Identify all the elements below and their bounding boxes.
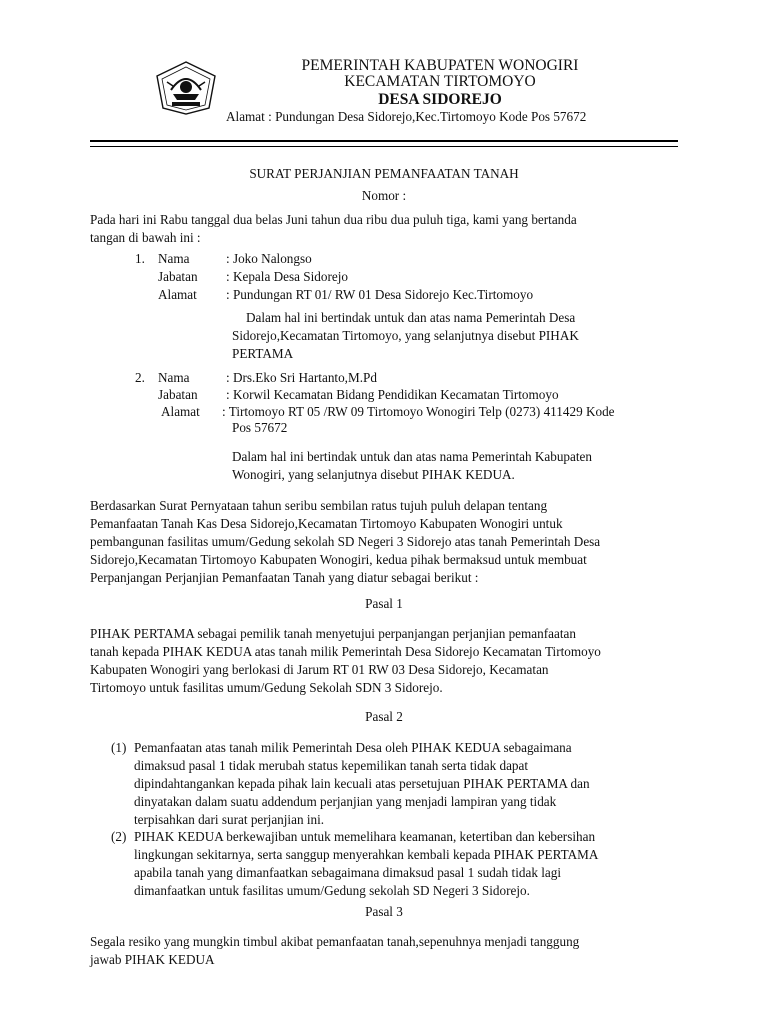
basis-line: Sidorejo,Kecamatan Tirtomoyo Kabupaten Wonogiri, kedua pihak bermaksud untuk membuat — [90, 552, 587, 567]
party1-number: 1. — [135, 251, 145, 266]
pasal2-item-line: dimanfaatkan untuk fasilitas umum/Gedung sekolah SD Negeri 3 Sidorejo. — [134, 883, 530, 898]
party2-desc-line: Dalam hal ini bertindak untuk dan atas nama Pemerintah Kabupaten — [232, 449, 592, 464]
pasal2-item-line: apabila tanah yang dimanfaatkan sebagaimana dimaksud pasal 1 sudah tidak lagi — [134, 865, 561, 880]
pasal2-item-line: terpisahkan dari surat perjanjian ini. — [134, 812, 325, 827]
document-title: SURAT PERJANJIAN PEMANFAATAN TANAH — [249, 166, 519, 181]
party1-desc-line: Dalam hal ini bertindak untuk dan atas nama Pemerintah Desa — [246, 310, 576, 325]
header-district-line: KECAMATAN TIRTOMOYO — [344, 73, 536, 90]
pasal2-item-line: PIHAK KEDUA berkewajiban untuk memelihara keamanan, ketertiban dan kebersihan — [134, 829, 596, 844]
pasal2-item-number: (1) — [111, 740, 127, 755]
party1-jabatan-label: Jabatan — [158, 269, 198, 284]
party2-alamat-value: : Tirtomoyo RT 05 /RW 09 Tirtomoyo Wonogiri Telp (0273) 411429 Kode — [222, 404, 615, 419]
pasal1-line: Tirtomoyo untuk fasilitas umum/Gedung Sekolah SDN 3 Sidorejo. — [90, 680, 443, 695]
party1-alamat-label: Alamat — [158, 287, 197, 302]
opening-line: tangan di bawah ini : — [90, 230, 201, 245]
pasal2-heading: Pasal 2 — [365, 709, 403, 724]
party2-jabatan-value: : Korwil Kecamatan Bidang Pendidikan Kecamatan Tirtomoyo — [226, 387, 559, 402]
pasal2-item-number: (2) — [111, 829, 127, 844]
party2-number: 2. — [135, 370, 145, 385]
pasal1-line: Kabupaten Wonogiri yang berlokasi di Jarum RT 01 RW 03 Desa Sidorejo, Kecamatan — [90, 662, 549, 677]
pasal3-line: Segala resiko yang mungkin timbul akibat pemanfaatan tanah,sepenuhnya menjadi tanggung — [90, 934, 580, 949]
opening-line: Pada hari ini Rabu tanggal dua belas Juni tahun dua ribu dua puluh tiga, kami yang bertanda — [90, 212, 577, 227]
header-rule-thick — [90, 140, 678, 142]
header-rule-thin — [90, 146, 678, 147]
party1-desc-line: PERTAMA — [232, 346, 294, 361]
pasal2-item-line: lingkungan sekitarnya, serta sanggup menyerahkan kembali kepada PIHAK PERTAMA — [134, 847, 599, 862]
party2-alamat-value: Pos 57672 — [232, 420, 288, 435]
header-address: Alamat : Pundungan Desa Sidorejo,Kec.Tirtomoyo Kode Pos 57672 — [226, 109, 587, 124]
pasal2-item-line: dipindahtangankan kepada pihak lain kecuali atas persetujuan PIHAK PERTAMA dan — [134, 776, 590, 791]
header-government-line: PEMERINTAH KABUPATEN WONOGIRI — [301, 57, 579, 74]
basis-line: Perpanjangan Perjanjian Pemanfaatan Tanah yang diatur sebagai berikut : — [90, 570, 479, 585]
document-number: Nomor : — [361, 188, 407, 203]
pasal2-item-line: Pemanfaatan atas tanah milik Pemerintah Desa oleh PIHAK KEDUA sebagaimana — [134, 740, 572, 755]
header-village-line: DESA SIDOREJO — [378, 91, 502, 108]
pasal2-item-line: dinyatakan dalam suatu addendum perjanjian yang menjadi lampiran yang tidak — [134, 794, 557, 809]
pasal1-line: PIHAK PERTAMA sebagai pemilik tanah menyetujui perpanjangan perjanjian pemanfaatan — [90, 626, 576, 641]
party1-nama-label: Nama — [158, 251, 190, 266]
party2-jabatan-label: Jabatan — [158, 387, 198, 402]
basis-line: Berdasarkan Surat Pernyataan tahun seribu sembilan ratus tujuh puluh delapan tentang — [90, 498, 548, 513]
pasal3-heading: Pasal 3 — [365, 904, 403, 919]
party1-nama-value: : Joko Nalongso — [226, 251, 312, 266]
party1-desc-line: Sidorejo,Kecamatan Tirtomoyo, yang selanjutnya disebut PIHAK — [232, 328, 579, 343]
basis-line: pembangunan fasilitas umum/Gedung sekolah SD Negeri 3 Sidorejo atas tanah Pemerintah Desa — [90, 534, 601, 549]
pasal1-heading: Pasal 1 — [365, 596, 403, 611]
pasal3-line: jawab PIHAK KEDUA — [90, 952, 215, 967]
pasal1-line: tanah kepada PIHAK KEDUA atas tanah milik Pemerintah Desa Sidorejo Kecamatan Tirtomoyo — [90, 644, 601, 659]
party1-alamat-value: : Pundungan RT 01/ RW 01 Desa Sidorejo Kec.Tirtomoyo — [226, 287, 534, 302]
party2-alamat-label: Alamat — [161, 404, 200, 419]
pasal2-item-line: dimaksud pasal 1 tidak merubah status kepemilikan tanah serta tidak dapat — [134, 758, 529, 773]
party1-jabatan-value: : Kepala Desa Sidorejo — [226, 269, 348, 284]
party2-desc-line: Wonogiri, yang selanjutnya disebut PIHAK KEDUA. — [232, 467, 515, 482]
basis-line: Pemanfaatan Tanah Kas Desa Sidorejo,Kecamatan Tirtomoyo Kabupaten Wonogiri untuk — [90, 516, 563, 531]
party2-nama-value: : Drs.Eko Sri Hartanto,M.Pd — [226, 370, 377, 385]
party2-nama-label: Nama — [158, 370, 190, 385]
